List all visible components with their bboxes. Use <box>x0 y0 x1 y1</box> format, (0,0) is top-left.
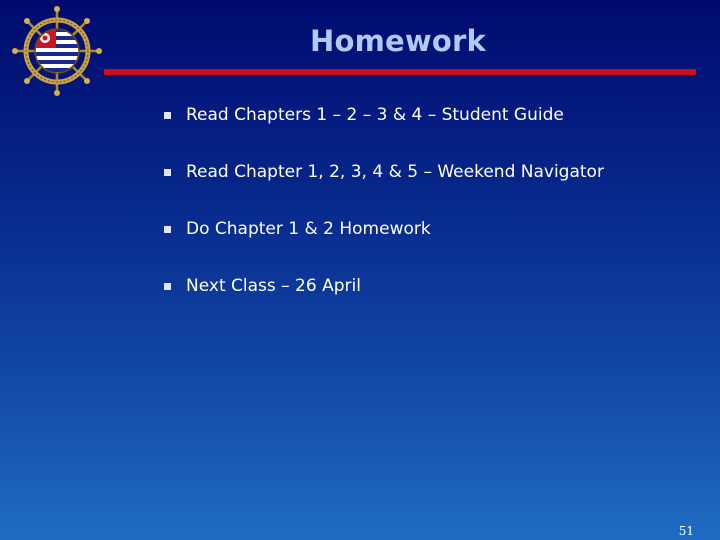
ship-wheel-ensign-logo-icon <box>10 4 104 98</box>
title-underline-rule <box>104 69 696 75</box>
page-number: 51 <box>678 524 694 538</box>
square-bullet-icon <box>164 226 171 233</box>
bullet-text: Read Chapters 1 – 2 – 3 & 4 – Student Guide <box>186 105 564 125</box>
bullet-text: Read Chapter 1, 2, 3, 4 & 5 – Weekend Navigator <box>186 162 604 182</box>
square-bullet-icon <box>164 112 171 119</box>
square-bullet-icon <box>164 169 171 176</box>
bullet-text: Next Class – 26 April <box>186 276 361 296</box>
bullet-text: Do Chapter 1 & 2 Homework <box>186 219 431 239</box>
slide-title: Homework <box>310 24 486 58</box>
square-bullet-icon <box>164 283 171 290</box>
